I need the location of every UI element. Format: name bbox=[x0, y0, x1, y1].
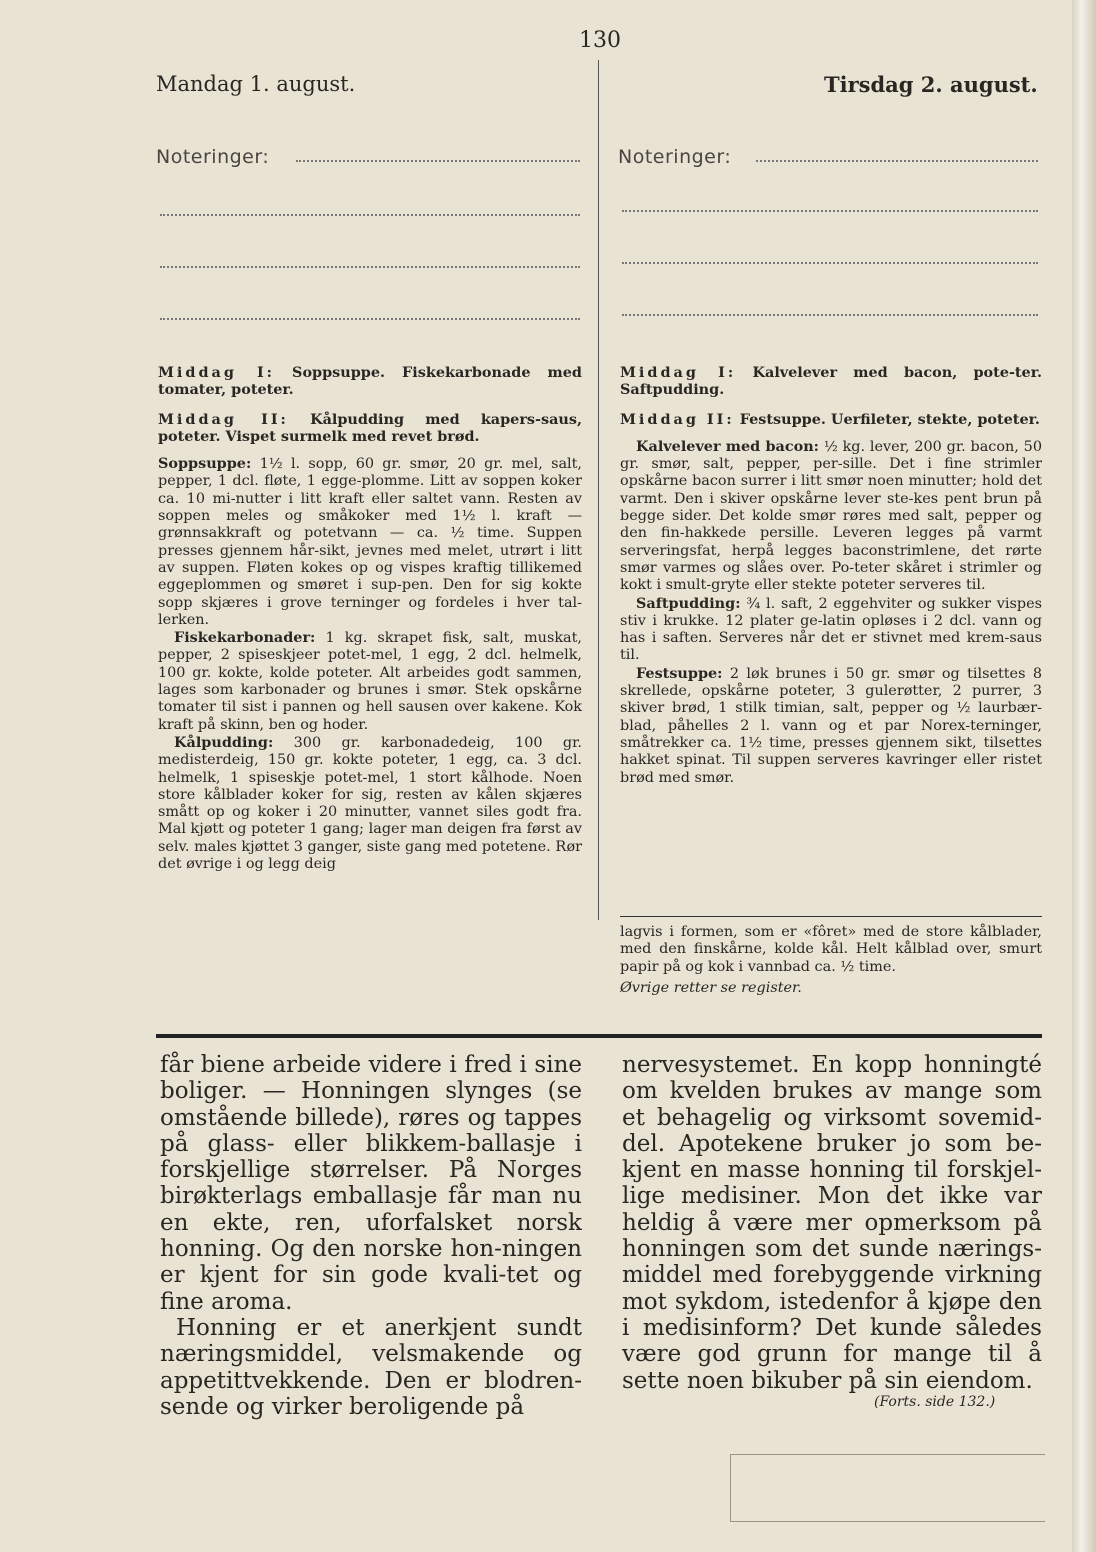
article-left bbox=[160, 1052, 582, 1420]
recipe-saftpudding: Saftpudding: ¾ l. saft, 2 eggehviter og sukker vispes stiv i krukke. 12 plater ge-latin opløses i 2 dcl. vann og has i saften. Serveres når det er stivnet med krem-saus til. bbox=[620, 594, 1042, 664]
page-number: 130 bbox=[579, 28, 621, 53]
page-edge bbox=[1072, 0, 1096, 1552]
notes-line-left-2 bbox=[160, 214, 580, 216]
notes-line-right-4 bbox=[622, 314, 1038, 316]
page-mark bbox=[730, 1454, 1045, 1522]
date-left: Mandag 1. august. bbox=[156, 72, 356, 96]
menu-1-right: Middag I: Kalvelever med bacon, pote-ter. Saftpudding. bbox=[620, 364, 1042, 399]
notes-line-left-4 bbox=[160, 318, 580, 320]
article-paragraph-3: nervesystemet. En kopp honningté om kvelden brukes av mange som et behagelig og virksomt sovemid-del. Apotekene bruker jo som be-kjent en masse honning til forskjel-lige medisiner. Mon det ikke var heldig å være mer opmerksom på honningen som det sunde nærings-middel med forebyggende virkning mot sykdom, istedenfor å kjøpe den i medisinform? Det kunde således være god grunn for mange til å sette noen bikuber på sin eiendom. bbox=[622, 1052, 1042, 1394]
other-dishes-note: Øvrige retter se register. bbox=[620, 979, 802, 996]
notes-line-right-1 bbox=[756, 160, 1038, 162]
recipes-right bbox=[620, 364, 1042, 787]
date-right: Tirsdag 2. august. bbox=[824, 72, 1038, 97]
recipe-kalvelever: Kalvelever med bacon: ½ kg. lever, 200 gr. bacon, 50 gr. smør, salt, pepper, per-sille. Det i fine strimler opskårne bacon surrer i litt smør noen minutter; hold det varmt. Den i skiver opskårne lever ste-kes pent brun på begge sider. Det kolde smør røres med salt, pepper og den fin-hakkede persille. Leveren legges på varmt serveringsfat, herpå legges baconstrimlene, det rørte smør varmes og slåes over. Po-teter skåret i strimler og kokt i smult-gryte eller stekte poteter serveres til. bbox=[620, 437, 1042, 594]
recipe-fiskekarbonader: Fiskekarbonader: 1 kg. skrapet fisk, salt, muskat, pepper, 2 spiseskjeer potet-mel, 1 egg, 2 dcl. helmelk, 100 gr. kokte, kolde poteter. Alt arbeides godt sammen, lages som karbonader og brunes i smør. Stek opskårne tomater til sist i pannen og hell sausen over kakene. Kok kraft på skinn, ben og hoder. bbox=[158, 629, 582, 733]
notes-line-left-1 bbox=[296, 160, 580, 162]
section-separator bbox=[156, 1034, 1042, 1038]
recipe-festsuppe: Festsuppe: 2 løk brunes i 50 gr. smør og tilsettes 8 skrellede, opskårne poteter, 3 gulerøtter, 2 purrer, 3 skiver brød, 1 stilk timian, salt, pepper og ½ laurbær-blad, påhelles 2 l. vann og et par Norex-terninger, småtrekker ca. 1½ time, presses gjennem sikt, tilsettes hakket spinat. Til suppen serveres kavringer eller ristet brød med smør. bbox=[620, 664, 1042, 786]
column-divider bbox=[598, 60, 599, 920]
article-paragraph-1: får biene arbeide videre i fred i sine boliger. — Honningen slynges (se omstående billede), røres og tappes på glass- eller blikkem-ballasje i forskjellige størrelser. På Norges birøkterlags emballasje får man nu en ekte, ren, uforfalsket norsk honning. Og den norske hon-ningen er kjent for sin gode kvali-tet og fine aroma. bbox=[160, 1052, 582, 1315]
article-paragraph-2: Honning er et anerkjent sundt næringsmiddel, velsmakende og appetittvekkende. Den er blodren-sende og virker beroligende på bbox=[160, 1314, 582, 1420]
menu-2-left: Middag II: Kålpudding med kapers-saus, poteter. Vispet surmelk med revet brød. bbox=[158, 410, 582, 445]
notes-line-right-3 bbox=[622, 262, 1038, 264]
recipe-kalpudding: Kålpudding: 300 gr. karbonadedeig, 100 gr. medisterdeig, 150 gr. kokte poteter, 1 egg, ca. 3 dcl. helmelk, 1 spiseskje potet-mel, 1 stort kålhode. Noen store kålblader koker for sig, resten av kålen skjæres smått op og koker i 20 minutter, vannet siles godt fra. Mal kjøtt og poteter 1 gang; lager man deigen fra først av selv. males kjøttet 3 ganger, siste gang med potetene. Rør det øvrige i og legg deig bbox=[158, 733, 582, 873]
recipes-left bbox=[158, 364, 582, 873]
continued-note: (Forts. side 132.) bbox=[874, 1394, 996, 1410]
notes-label-left: Noteringer: bbox=[156, 146, 270, 168]
notes-label-right: Noteringer: bbox=[618, 146, 732, 168]
recipe-soppsuppe: Soppsuppe: 1½ l. sopp, 60 gr. smør, 20 gr. mel, salt, pepper, 1 dcl. fløte, 1 egge-plomme. Litt av soppen koker ca. 10 mi-nutter i litt kraft eller saltet vann. Resten av soppen meles og småkoker med 1½ l. kraft — grønnsakkraft og potetvann — ca. ½ time. Suppen presses gjennem hår-sikt, jevnes med melet, utrørt i litt av suppen. Fløten kokes op og vispes kraftig tillikemed eggeplommen og smøret i sup-pen. Den for sig kokte sopp skjæres i grove terninger og fordeles i hver tal-lerken. bbox=[158, 455, 582, 628]
separator-right bbox=[620, 916, 1042, 917]
notes-line-right-2 bbox=[622, 210, 1038, 212]
menu-1-left: Middag I: Soppsuppe. Fiskekarbonade med tomater, poteter. bbox=[158, 364, 582, 399]
article-right bbox=[622, 1052, 1042, 1394]
kalpudding-continued: lagvis i formen, som er «fôret» med de store kålblader, med den finskårne, kolde kål. Helt kålblad over, smurt papir på og kok i vannbad ca. ½ time. bbox=[620, 924, 1042, 975]
recipe-continuation bbox=[620, 924, 1042, 997]
menu-2-right: Middag II: Festsuppe. Uerfileter, stekte, poteter. bbox=[620, 410, 1040, 428]
notes-line-left-3 bbox=[160, 266, 580, 268]
